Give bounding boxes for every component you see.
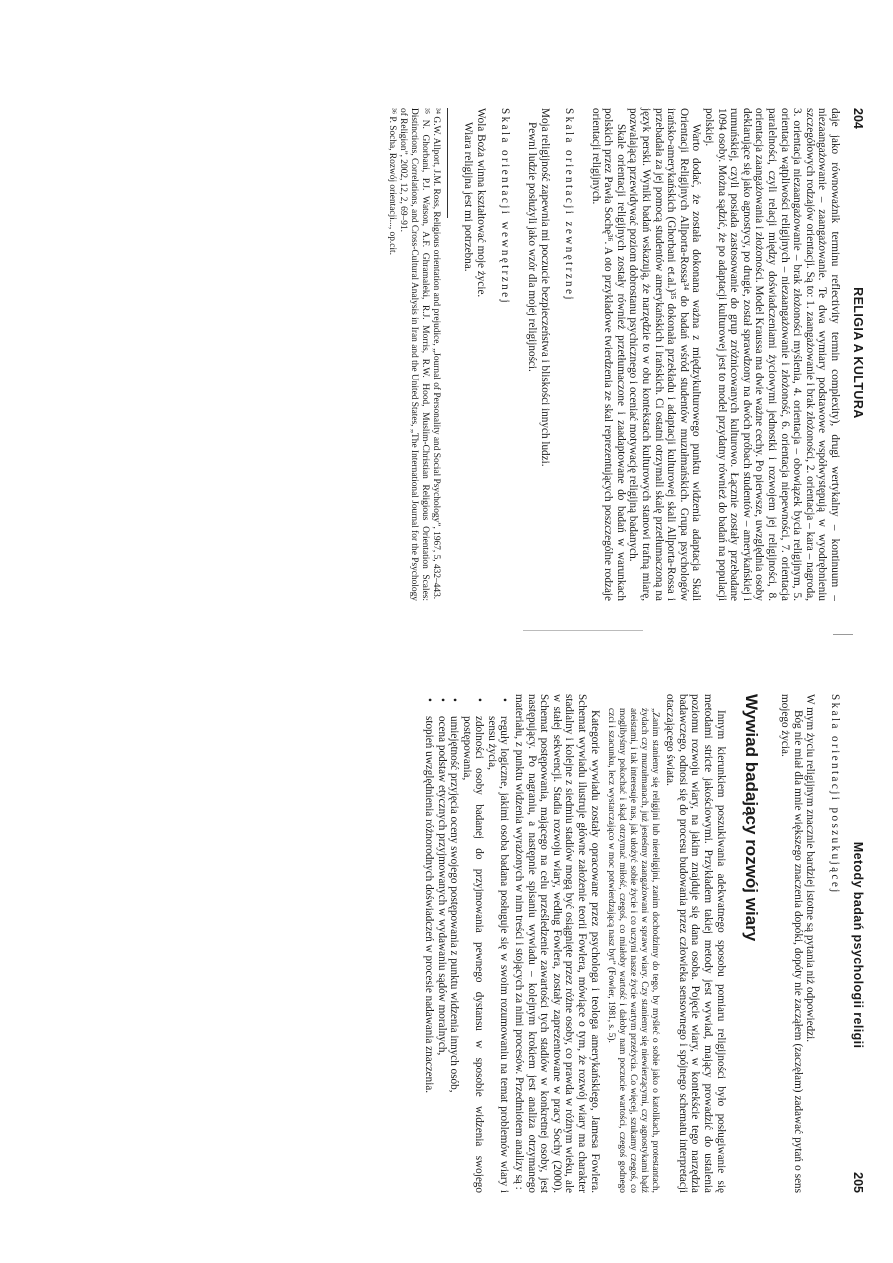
- analysis-list-item: • stopień uwzględnienia różnorodnych doświadczeń w procesie nadawania znaczenia.: [422, 694, 435, 1193]
- left-paragraph-3: Skale orientacji religijnych zostały również przetłumaczone i zaadaptowane do badań w warunkach polskich przez Pawła Sochę³⁶. A oto przykładowe twierdzenia ze skal reprezentujących poszczególne rodzaje orientacji religijnych.: [589, 108, 627, 601]
- right-running-head: [849, 694, 865, 1193]
- scale-external-heading: Skala orientacji zewnętrznej: [563, 108, 576, 302]
- scale-seeking-item-1: W mym życiu religijnym znacznie bardziej istotne są pytania niż odpowiedzi.: [804, 694, 817, 1043]
- scale-internal-item-1: Wola Boża winna kształtować moje życie.: [474, 108, 487, 298]
- scale-external-item-2: Pewni ludzie posłużyli jako wzór dla mojej religijności.: [525, 122, 538, 372]
- right-paragraph-1: Innym kierunkiem poszukiwania adekwatnego sposobu pomiaru religijności było posługiwanie się metodami stricte jakościowymi. Przykładem takiej metody jest wywiad, mający prowadzić do ustalenia poziomu rozwoju wiary, na jakim znajduje się dana osoba. Pojęcie wiary, w kontekście tego narzędzia badawczego, odnosi się do procesu budowania przez człowieka sensownego i spójnego schematu interpretacji otaczającego świata.: [664, 694, 727, 1193]
- scale-seeking-heading: Skala orientacji poszukującej: [829, 694, 841, 895]
- scale-internal-item-2: Wiara religijna jest mi potrzebna.: [462, 122, 475, 272]
- left-paragraph-2: Warto dodać, że została dokonana ważna z międzykulturowego punktu widzenia adaptacja Skali Orientacji Religijnych Allporta-Rossa³⁴ do badań wśród studentów muzułmańskich. Grupa psychologów irańsko-amerykańskich (Ghorbani et.al.)³⁵ dokonała przekładu i adaptacji kulturowej skali Allporta-Rossa i przebadała za jej pomocą studentów amerykańskich i irańskich. Ci ostatni otrzymali skalę przetłumaczoną na język perski. Wyniki badań wskazują, że narzędzie to w obu kontekstach kulturowych stanowi trafną miarę, pozwalającą przewidywać poziom dobrostanu psychicznego i oceniać motywację religijną badanych.: [627, 108, 703, 601]
- gutter-speck: [523, 630, 643, 631]
- left-paragraph-1: daje jako równoważnik terminu reflectivity termin complexity), drugi wertykalny – kontinuum – niezaangażowanie – zaangażowanie. Te dwa wymiary podstawowe współwystępują w wyodrębnieniu szczegółowych rodzajów orientacji. Są to: 1. zaangażowanie i brak złożoności, 2. orientacja – kara – nagroda, 3. orientacja niezaangażowanie – brak złożoności myślenia, 4. orientacja – obowiązek bycia religijnym, 5. orientacja wątpliwości religijnych – niezaangażowanie i złożoność, 6. orientacja niepewności, 7. orientacja paralelności, czyli relacji między doświadczeniami życiowymi jednostki i rozwojem jej religijności, 8. orientacja zaangażowania i złożoności. Model Kraussa ma dwie ważne cechy. Po pierwsze, uwzględnia osoby deklarujące się jako agnostycy, po drugie, został sprawdzony na dwóch próbach studentów – amerykańskiej i rumuńskiej, czyli posiada zastosowanie do grup zróżnicowanych kulturowo. Łącznie zostały przebadane 1094 osoby. Można sądzić, że po adaptacji kulturowej jest to model przydatny również do badań na populacji polskiej.: [703, 108, 841, 601]
- scale-external-item-1: Moja religijność zapewnia mi poczucie bezpieczeństwa i bliskości innych ludzi.: [538, 108, 551, 467]
- analysis-list-item: • ocena podstaw etycznych przyjmowanych w wydawaniu sądów moralnych,: [435, 694, 448, 1193]
- footnote-35: ³⁵ N. Ghorbani, P.J. Watson, A.F. Ghramaleki, R.J. Morris, R.W. Hood, Muslim-Christian Religious Orientation Scales: Distinctions, Correlations, and Cross-Cultural Analysis in Iran and the United States, „The International Journal for the Psychology of Religion”, 2002, 12, 2, 69–91.: [397, 108, 430, 601]
- left-page: [0, 0, 893, 631]
- section-title: Wywiad badający rozwój wiary: [741, 694, 761, 942]
- scale-seeking-item-2: Bóg nie miał dla mnie większego znaczenia dopóki, dopóty nie zacząłem (zaczęłam) zadawać pytań o sens mojego życia.: [779, 694, 804, 1193]
- left-running-head: [849, 108, 865, 601]
- right-page-number: 205: [851, 1172, 865, 1193]
- right-page: [0, 632, 893, 1263]
- left-page-number: 204: [851, 108, 865, 129]
- fowler-quote: „Zanim staniemy się religijni lub niereligijni, zanim dochodzimy do tego, by myśleć o sobie jako o katolikach, protestantach, żydach czy muzułmanach, już jesteśmy zaangażowani w sprawy wiary. Czy staniemy się niewierzącymi, czy agnostykami bądź ateistami, i tak interesuje nas, jak ułożyć sobie życie i co uczyni nasze życie wartym przeżycia. Co więcej, szukamy czegoś, co moglibyśmy pokochać i skąd otrzymać miłość, czegoś, co miałoby wartość i dałoby nam poczucie wartości, czegoś godnego czci i szacunku, lecz wystarczająco w moc potwierdzającą nasz byt” (Fowler, 1981, s. 5).: [605, 708, 660, 1193]
- analysis-list-item: • zdolności osoby badanej do przyjmowania pewnego dystansu w sposobie widzenia swojego postępowania,: [460, 694, 485, 1193]
- footnote-rule: [447, 108, 448, 218]
- scale-internal-heading: Skala orientacji wewnętrznej: [499, 108, 512, 306]
- analysis-list-item: • reguły logiczne, jakimi osoba badana posługuje się w swoim rozumowaniu na temat problemów wiary i sensu życia,: [485, 694, 510, 1193]
- analysis-list: [422, 694, 510, 1193]
- analysis-list-item: • umiejętność przyjęcia oceny swojego postępowania z punktu widzenia innych osób,: [448, 694, 461, 1193]
- right-paragraph-2: Kategorie wywiadu zostały opracowane przez psychologa i teologa amerykańskiego, Jamesa Fowlera. Schemat wywiadu ilustruje główne założenie teorii Fowlera, mówiące o tym, że rozwój wiary ma charakter stadialny i kolejne z siedmiu stadiów mogą być osiągnięte przez różne osoby, co prawda w różnym wieku, ale w stałej sekwencji. Stadia rozwoju wiary, według Fowlera, zostały zaprezentowane w pracy Sochy (2000). Schemat postępowania, mającego na celu prześledzenie zawartości tych stadiów w konkretnej osoby, jest następujący. Po nagraniu, a następnie spisaniu wywiadu – kolejnym krokiem jest analiza otrzymanego materiału, z punktu widzenia wyrażonych w nim treści i stojących za nimi procesów. Przedmiotem analizy są :: [513, 694, 601, 1193]
- left-running-title: RELIGIA A KULTURA: [851, 287, 865, 419]
- footnote-36: ³⁶ P. Socha, Rozwój orientacji..., op.cit.: [386, 108, 397, 255]
- right-running-title: Metody badań psychologii religii: [851, 841, 865, 1049]
- footnote-34: ³⁴ G.W. Allport, J.M. Ross, Religious orientation and prejudice, „Journal of Personality and Social Psychology”, 1967, 5, 432–443.: [430, 108, 441, 600]
